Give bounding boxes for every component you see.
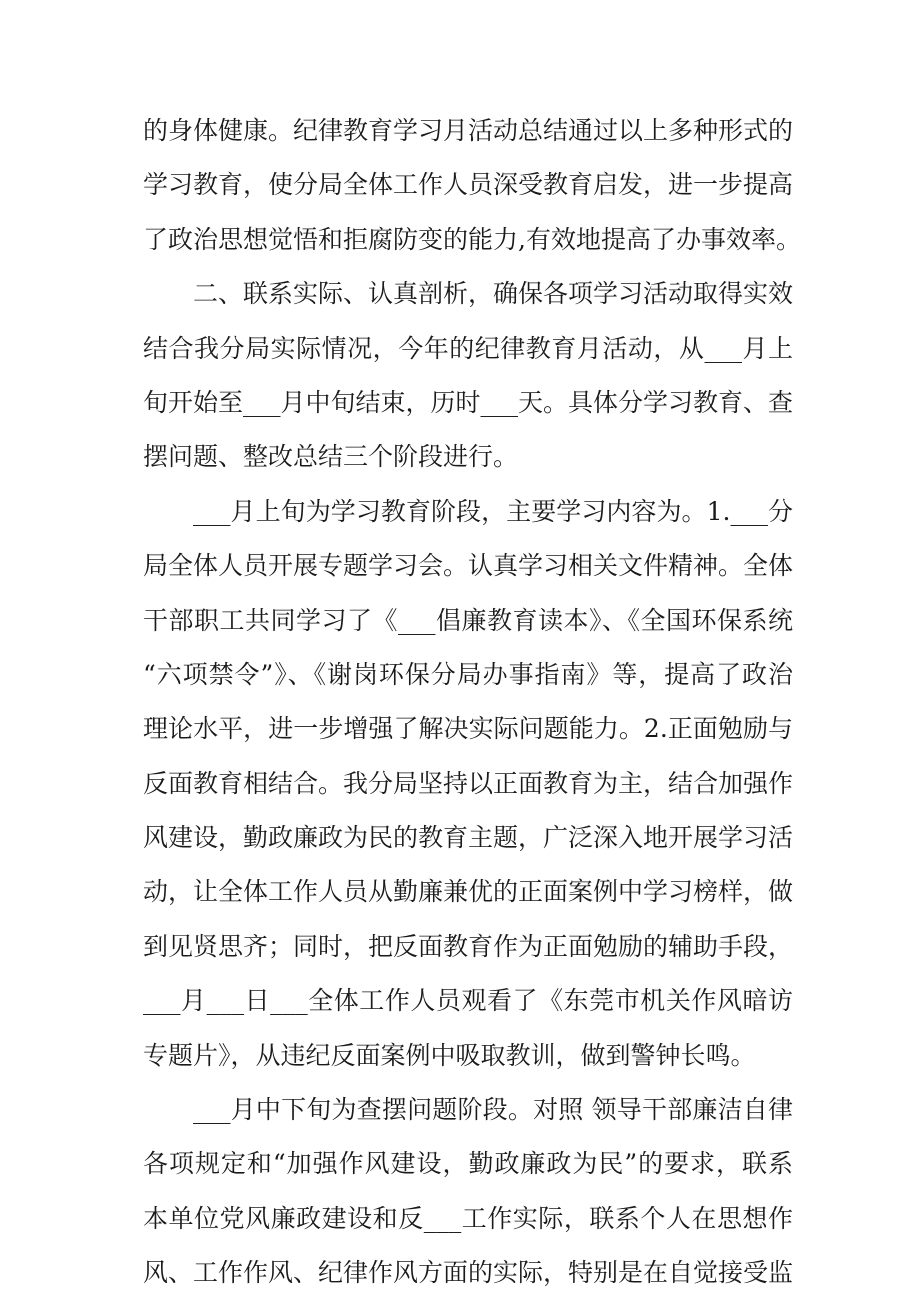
section-heading: 二、联系实际、认真剖析，确保各项学习活动取得实效 bbox=[193, 279, 794, 309]
text-line: 风建设，勤政廉政为民的教育主题，广泛深入地开展学习活 bbox=[143, 823, 794, 853]
paragraph-start-line: ___月上旬为学习教育阶段，主要学习内容为。1.___分 bbox=[193, 496, 793, 526]
text-line: 摆问题、整改总结三个阶段进行。 bbox=[143, 442, 519, 472]
text-line: “六项禁令”》、《谢岗环保分局办事指南》等，提高了政治 bbox=[143, 659, 793, 689]
text-line: 动，让全体工作人员从勤廉兼优的正面案例中学习榜样，做 bbox=[143, 877, 794, 907]
text-line: 到见贤思齐；同时，把反面教育作为正面勉励的辅助手段， bbox=[143, 931, 794, 961]
text-line: 了政治思想觉悟和拒腐防变的能力,有效地提高了办事效率。 bbox=[143, 224, 801, 254]
text-line: 学习教育，使分局全体工作人员深受教育启发，进一步提高 bbox=[143, 170, 794, 200]
text-line: 理论水平，进一步增强了解决实际问题能力。2.正面勉励与 bbox=[143, 714, 793, 744]
text-line: 风、工作作风、纪律作风方面的实际，特别是在自觉接受监 bbox=[143, 1258, 794, 1288]
text-line: 旬开始至___月中旬结束，历时___天。具体分学习教育、查 bbox=[143, 387, 794, 417]
text-line: 结合我分局实际情况，今年的纪律教育月活动，从___月上 bbox=[143, 333, 793, 363]
text-line: 的身体健康。纪律教育学习月活动总结通过以上多种形式的 bbox=[143, 116, 794, 145]
text-line: 专题片》，从违纪反面案例中吸取教训，做到警钟长鸣。 bbox=[143, 1040, 756, 1070]
text-line: 反面教育相结合。我分局坚持以正面教育为主，结合加强作 bbox=[143, 768, 794, 798]
text-line: 各项规定和“加强作风建设，勤政廉政为民”的要求，联系 bbox=[143, 1149, 793, 1179]
paragraph-start-line: ___月中下旬为查摆问题阶段。对照 领导干部廉洁自律 bbox=[193, 1095, 793, 1125]
text-line: 局全体人员开展专题学习会。认真学习相关文件精神。全体 bbox=[143, 551, 794, 581]
text-line: 干部职工共同学习了《___倡廉教育读本》、《全国环保系统 bbox=[143, 605, 793, 635]
text-line: 本单位党风廉政建设和反___工作实际，联系个人在思想作 bbox=[143, 1203, 793, 1233]
text-line: ___月___日___全体工作人员观看了《东莞市机关作风暗访 bbox=[143, 986, 793, 1016]
body-text bbox=[143, 104, 801, 1301]
